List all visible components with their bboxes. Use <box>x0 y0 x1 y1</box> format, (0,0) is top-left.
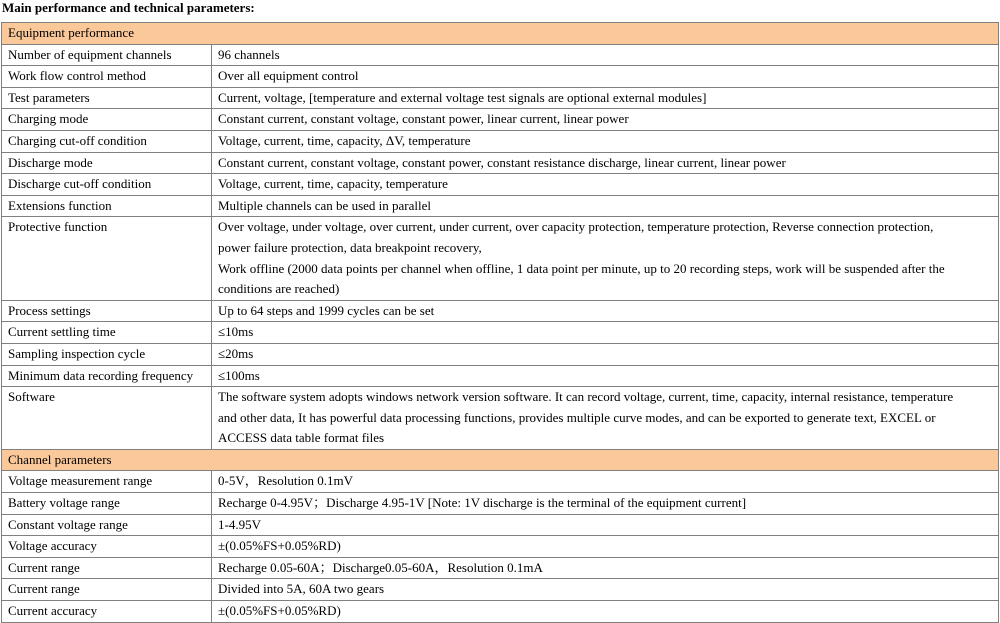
parameter-label: Battery voltage range <box>2 493 212 515</box>
parameter-value <box>212 557 999 579</box>
parameter-value-line: Recharge 0.05-60A；Discharge0.05-60A，Resolution 0.1mA <box>218 559 543 575</box>
table-row <box>2 493 999 515</box>
table-row <box>2 44 999 66</box>
parameter-value-line: Over voltage, under voltage, over current, under current, over capacity protection, temperature protection, Reverse connection protection, <box>218 219 934 235</box>
parameter-value <box>212 579 999 601</box>
parameter-value <box>212 536 999 558</box>
parameter-value-line: 0-5V，Resolution 0.1mV <box>218 473 354 489</box>
parameters-table-body <box>2 23 999 623</box>
parameter-value-line: Work offline (2000 data points per channel when offline, 1 data point per minute, up to 20 recording steps, work will be suspended after the <box>218 260 945 276</box>
section-header-row <box>2 23 999 45</box>
parameter-label: Work flow control method <box>2 66 212 88</box>
parameter-value-line: The software system adopts windows network version software. It can record voltage, current, time, capacity, internal resistance, temperature <box>218 389 954 405</box>
parameter-label: Sampling inspection cycle <box>2 343 212 365</box>
table-row <box>2 514 999 536</box>
parameter-label: Discharge mode <box>2 152 212 174</box>
parameter-value <box>212 66 999 88</box>
parameter-value-line: Multiple channels can be used in parallel <box>218 197 431 213</box>
section-header-row <box>2 449 999 471</box>
parameter-label: Number of equipment channels <box>2 44 212 66</box>
table-row <box>2 536 999 558</box>
parameter-value-line: ACCESS data table format files <box>218 430 385 446</box>
parameter-value-line: ±(0.05%FS+0.05%RD) <box>218 603 341 619</box>
parameter-value <box>212 514 999 536</box>
table-row <box>2 365 999 387</box>
table-row <box>2 601 999 623</box>
parameter-value-line: Voltage, current, time, capacity, ΔV, temperature <box>218 132 471 148</box>
parameter-value-line: Over all equipment control <box>218 68 359 84</box>
parameter-label: Current accuracy <box>2 601 212 623</box>
table-row <box>2 471 999 493</box>
parameter-label: Process settings <box>2 300 212 322</box>
page-title: Main performance and technical parameters: <box>2 0 255 15</box>
table-row <box>2 579 999 601</box>
parameter-label: Current settling time <box>2 322 212 344</box>
parameter-value-line: conditions are reached) <box>218 281 340 297</box>
table-row <box>2 66 999 88</box>
parameter-value <box>212 152 999 174</box>
parameter-value <box>212 195 999 217</box>
table-row <box>2 217 999 300</box>
parameter-label: Test parameters <box>2 87 212 109</box>
table-row <box>2 130 999 152</box>
parameter-label: Charging cut-off condition <box>2 130 212 152</box>
table-row <box>2 343 999 365</box>
parameter-value-line: and other data, It has powerful data processing functions, provides multiple curve modes, and can be exported to generate text, EXCEL or <box>218 409 936 425</box>
parameter-label: Discharge cut-off condition <box>2 174 212 196</box>
parameter-value-line: Current, voltage, [temperature and external voltage test signals are optional external modules] <box>218 89 707 105</box>
parameter-value-line: power failure protection, data breakpoint recovery, <box>218 239 482 255</box>
parameter-value-line: Up to 64 steps and 1999 cycles can be set <box>218 302 435 318</box>
parameter-value-line: ±(0.05%FS+0.05%RD) <box>218 538 341 554</box>
parameter-label: Current range <box>2 579 212 601</box>
parameter-label: Extensions function <box>2 195 212 217</box>
table-row <box>2 557 999 579</box>
parameter-label: Charging mode <box>2 109 212 131</box>
parameter-value-line: Constant current, constant voltage, constant power, constant resistance discharge, linear current, linear power <box>218 154 786 170</box>
parameter-value <box>212 87 999 109</box>
parameter-label: Minimum data recording frequency <box>2 365 212 387</box>
parameter-value <box>212 471 999 493</box>
parameter-value-line: Divided into 5A, 60A two gears <box>218 581 385 597</box>
parameter-value-line: 96 channels <box>218 46 280 62</box>
parameter-value <box>212 343 999 365</box>
parameter-value <box>212 130 999 152</box>
parameter-value-line: 1-4.95V <box>218 516 261 532</box>
table-row <box>2 109 999 131</box>
parameter-value <box>212 365 999 387</box>
parameter-value-line: ≤10ms <box>218 324 254 340</box>
parameter-label: Protective function <box>2 217 212 300</box>
parameter-value <box>212 322 999 344</box>
table-row <box>2 152 999 174</box>
parameter-value <box>212 174 999 196</box>
parameter-value <box>212 493 999 515</box>
parameter-value-line: Constant current, constant voltage, constant power, linear current, linear power <box>218 111 629 127</box>
parameter-value-line: ≤20ms <box>218 345 254 361</box>
parameter-label: Voltage measurement range <box>2 471 212 493</box>
parameter-value <box>212 217 999 300</box>
table-row <box>2 300 999 322</box>
parameter-value <box>212 601 999 623</box>
parameter-label: Software <box>2 387 212 450</box>
parameter-label: Voltage accuracy <box>2 536 212 558</box>
table-row <box>2 387 999 450</box>
parameter-label: Current range <box>2 557 212 579</box>
parameter-value-line: Recharge 0-4.95V；Discharge 4.95-1V [Note: 1V discharge is the terminal of the equipment current] <box>218 495 747 511</box>
table-row <box>2 174 999 196</box>
parameter-value-line: Voltage, current, time, capacity, temperature <box>218 176 448 192</box>
table-row <box>2 195 999 217</box>
section-header: Channel parameters <box>2 449 999 471</box>
parameters-table <box>1 22 999 623</box>
parameter-value <box>212 387 999 450</box>
parameter-value <box>212 300 999 322</box>
parameter-value <box>212 44 999 66</box>
parameter-value-line: ≤100ms <box>218 367 260 383</box>
table-row <box>2 322 999 344</box>
section-header: Equipment performance <box>2 23 999 45</box>
parameter-label: Constant voltage range <box>2 514 212 536</box>
table-row <box>2 87 999 109</box>
parameter-value <box>212 109 999 131</box>
